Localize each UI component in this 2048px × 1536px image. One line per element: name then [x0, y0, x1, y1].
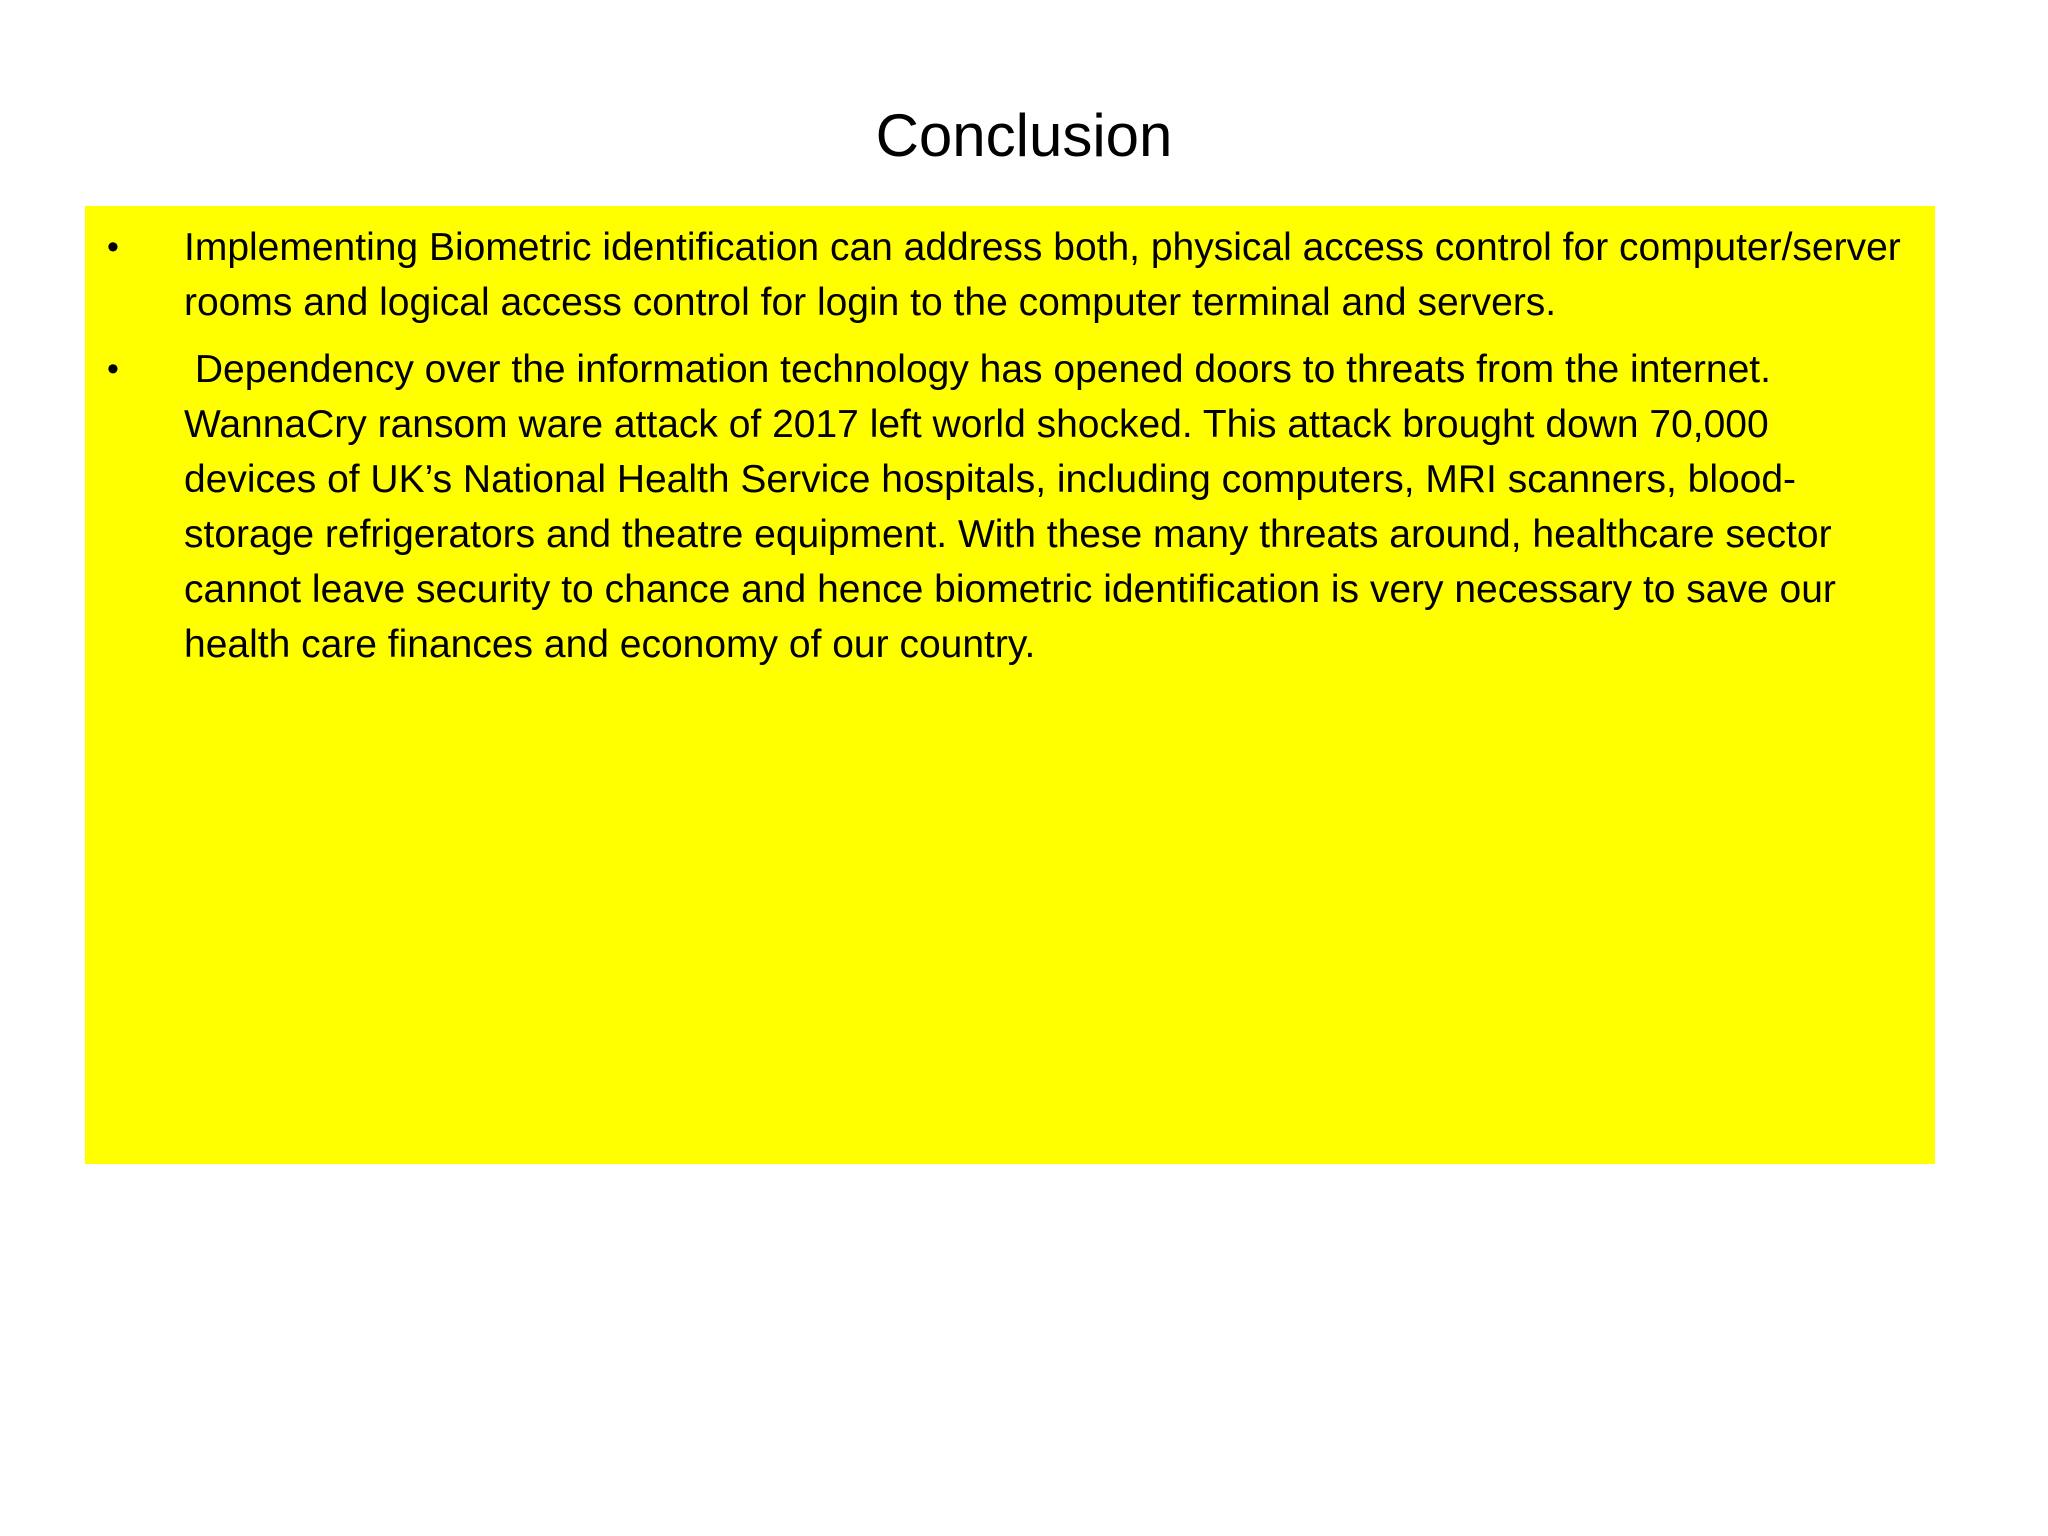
bullet-item-biometric-access — [85, 220, 1912, 330]
bullet-text: Implementing Biometric identification can address both, physical access control for computer/server rooms and logical access control for login to the computer terminal and servers. — [184, 226, 1912, 324]
bullet-icon: • — [107, 228, 119, 266]
bullet-text: Dependency over the information technology has opened doors to threats from the internet. WannaCry ransom ware attack of 2017 left world shocked. This attack brought down 70,000 devices of UK’s National Health Service hospitals, including computers, MRI scanners, blood-storage refrigerators and theatre equipment. With these many threats around, healthcare sector cannot leave security to chance and hence biometric identification is very necessary to save our health care finances and economy of our country. — [184, 348, 1847, 666]
highlighted-content-box — [85, 206, 1935, 1164]
bullet-item-wannacry-threat — [85, 342, 1905, 672]
bullet-list — [85, 220, 1912, 672]
slide-title: Conclusion — [875, 102, 1173, 169]
bullet-icon: • — [107, 350, 119, 388]
